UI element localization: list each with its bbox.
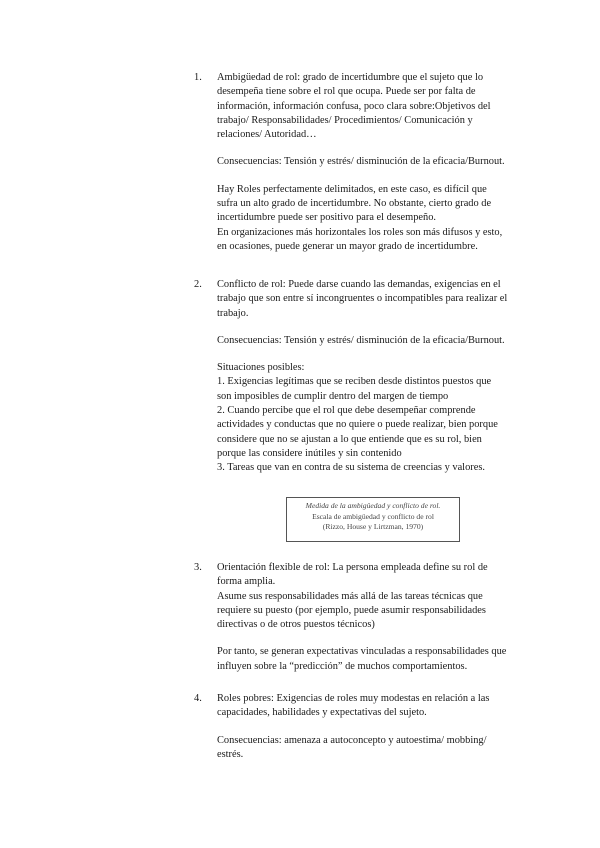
text-line: Orientación flexible de rol: La persona empleada define su rol de xyxy=(217,562,488,573)
figure-caption-box xyxy=(286,497,460,542)
text-line: información, información confusa, poco clara sobre:Objetivos del xyxy=(217,100,491,112)
text-line: Roles pobres: Exigencias de roles muy modestas en relación a las xyxy=(217,693,490,704)
list-item-conflicto xyxy=(194,278,534,476)
text-line: Ambigüedad de rol: grado de incertidumbre que el sujeto que lo xyxy=(217,72,484,83)
item-number: 4. xyxy=(194,693,202,704)
item-number: 1. xyxy=(194,72,202,83)
text-line: Asume sus responsabilidades más allá de las tareas técnicas que xyxy=(217,590,483,602)
text-line: porque las considere inútiles y sin contenido xyxy=(217,447,402,459)
item-number: 3. xyxy=(194,562,202,573)
text-line: incertidumbre puede ser positivo para el desempeño. xyxy=(217,212,436,224)
figure-subtitle: Escala de ambigüedad y conflicto de rol xyxy=(312,511,434,521)
text-line: trabajo. xyxy=(217,307,249,319)
text-line: En organizaciones más horizontales los roles son más difusos y esto, xyxy=(217,226,503,238)
text-line: capacidades, habilidades y expectativas del sujeto. xyxy=(217,707,427,719)
consequences-text: Consecuencias: Tensión y estrés/ disminución de la eficacia/Burnout. xyxy=(217,334,505,346)
figure-title: Medida de la ambigüedad y conflicto de rol. xyxy=(305,501,441,510)
text-line: directivas o de otros puestos técnicos) xyxy=(217,619,375,631)
text-line: influyen sobre la “predicción” de muchos comportamientos. xyxy=(217,660,468,672)
text-line: Hay Roles perfectamente delimitados, en este caso, es difícil que xyxy=(217,183,487,195)
item-body xyxy=(217,561,534,674)
text-line: desempeña tiene sobre el rol que ocupa. Puede ser por falta de xyxy=(217,86,476,98)
list-item-roles-pobres xyxy=(194,692,534,762)
text-line: en ocasiones, puede generar un mayor grado de incertidumbre. xyxy=(217,240,478,252)
text-line: forma amplia. xyxy=(217,576,276,588)
text-line: Por tanto, se generan expectativas vinculadas a responsabilidades que xyxy=(217,646,507,658)
text-line: Situaciones posibles: xyxy=(217,362,305,374)
text-line: 3. Tareas que van en contra de su sistema de creencias y valores. xyxy=(217,462,485,474)
text-line: son imposibles de cumplir dentro del margen de tiempo xyxy=(217,390,449,402)
text-line: 1. Exigencias legítimas que se reciben desde distintos puestos que xyxy=(217,376,492,388)
text-line: requiere su puesto (por ejemplo, puede asumir responsabilidades xyxy=(217,604,486,616)
item-body xyxy=(217,278,534,476)
text-line: considere que no se ajustan a lo que entiende que es su rol, bien xyxy=(217,433,482,445)
text-line: trabajo/ Responsabilidades/ Procedimientos/ Comunicación y xyxy=(217,114,473,126)
consequences-text: Consecuencias: Tensión y estrés/ disminución de la eficacia/Burnout. xyxy=(217,156,505,168)
text-line: actividades y conductas que no quiere o puede realizar, bien porque xyxy=(217,419,498,431)
item-body xyxy=(217,692,534,762)
text-line: relaciones/ Autoridad… xyxy=(217,129,317,141)
list-item-ambiguedad xyxy=(194,71,534,254)
text-line: trabajo que son entre sí incongruentes o incompatibles para realizar el xyxy=(217,293,508,305)
text-line: Conflicto de rol: Puede darse cuando las demandas, exigencias en el xyxy=(217,279,501,290)
text-line: estrés. xyxy=(217,748,244,760)
item-body xyxy=(217,71,534,254)
item-number: 2. xyxy=(194,279,202,290)
text-line: 2. Cuando percibe que el rol que debe desempeñar comprende xyxy=(217,405,476,417)
figure-citation: (Rizzo, House y Lirtzman, 1970) xyxy=(322,522,424,532)
list-item-orientacion-flexible xyxy=(194,561,534,674)
consequences-text: Consecuencias: amenaza a autoconcepto y autoestima/ mobbing/ xyxy=(217,734,487,746)
text-line: sufra un alto grado de incertidumbre. No obstante, cierto grado de xyxy=(217,198,492,210)
